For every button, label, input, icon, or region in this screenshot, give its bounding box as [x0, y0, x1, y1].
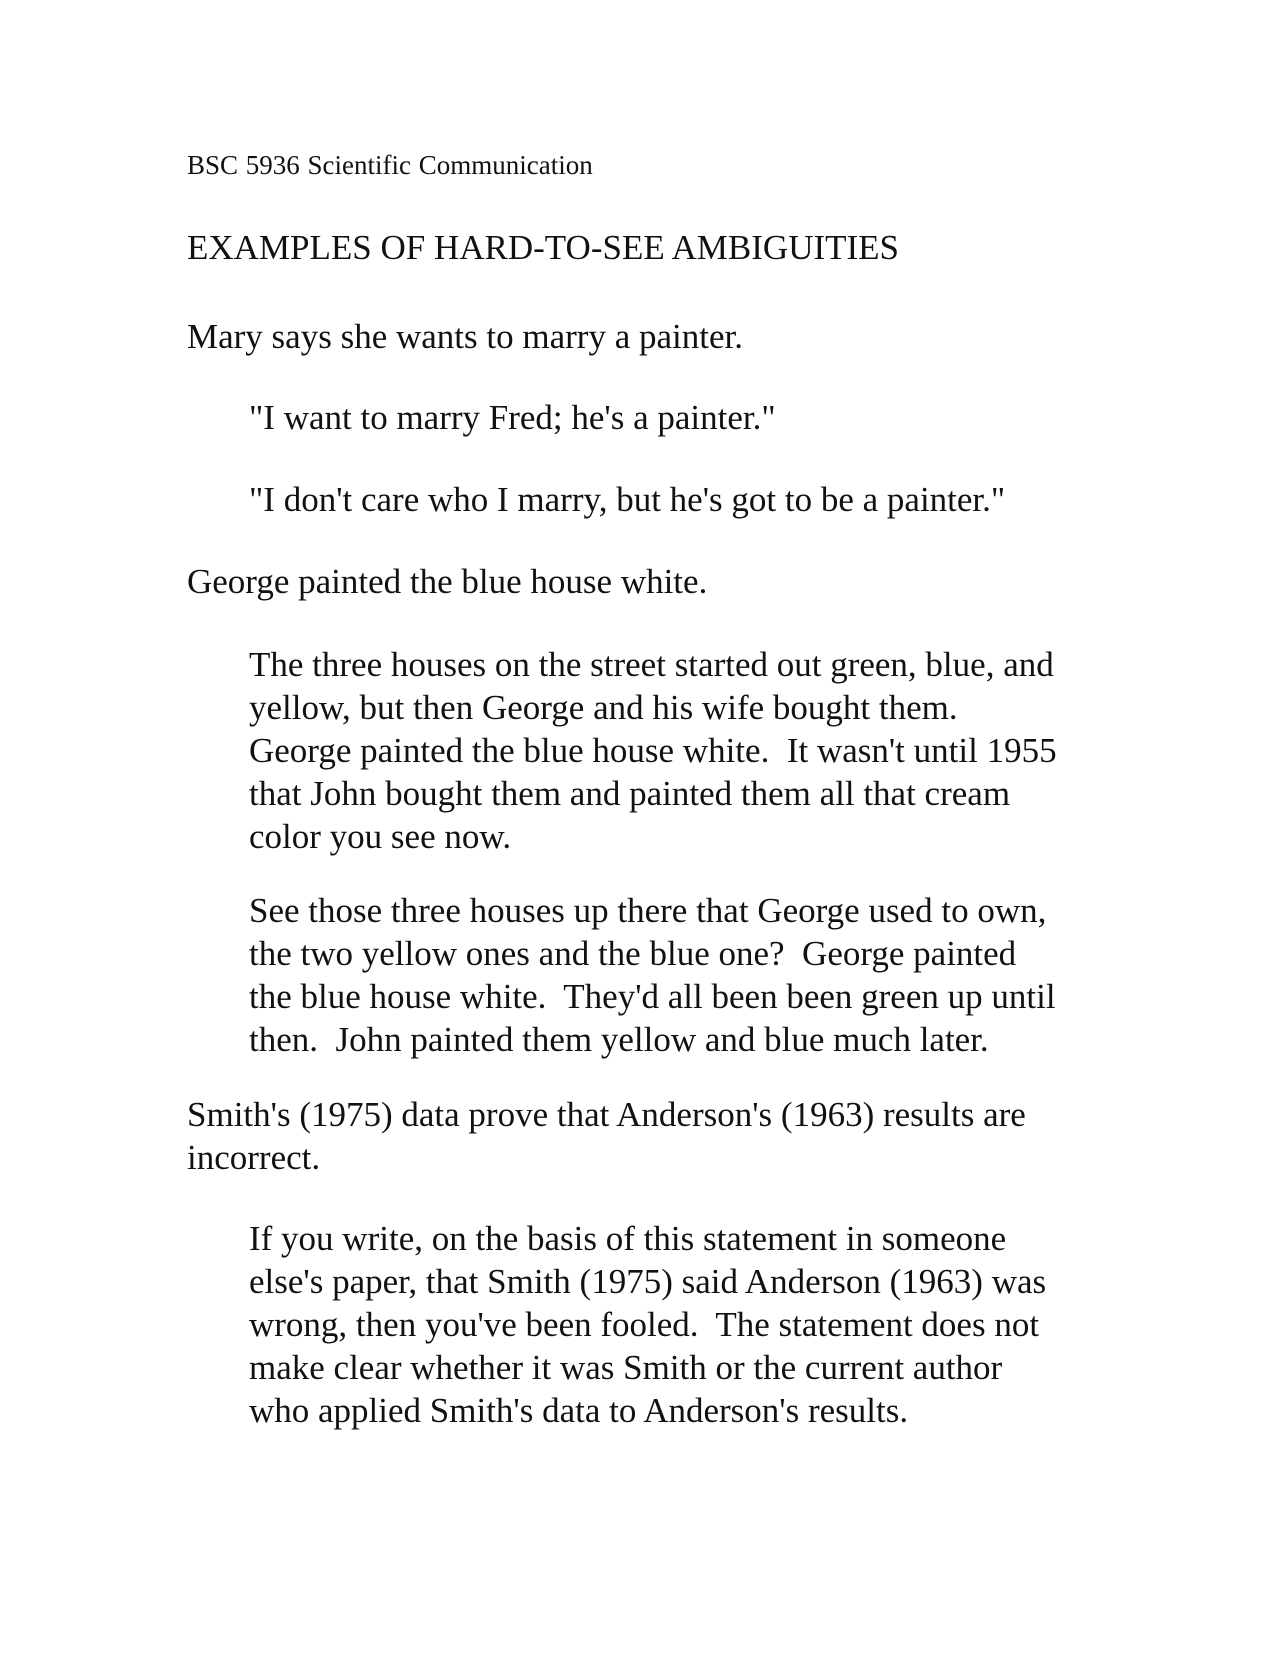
page-title: EXAMPLES OF HARD-TO-SEE AMBIGUITIES	[187, 228, 900, 267]
example-1-reading-1: "I want to marry Fred; he's a painter."	[249, 398, 776, 437]
example-2-reading-2: See those three houses up there that George used to own, the two yellow ones and the blue one? George painted the blue house white. They'd all been been green up until then. John painted them yellow and blue much later.	[249, 891, 1056, 1059]
example-3-reading-1: If you write, on the basis of this statement in someone else's paper, that Smith (1975) said Anderson (1963) was wrong, then you've been fooled. The statement does not make clear whether it was Smith or the current author who applied Smith's data to Anderson's results.	[249, 1219, 1047, 1430]
example-3-statement: Smith's (1975) data prove that Anderson's (1963) results are incorrect.	[187, 1095, 1026, 1177]
course-line: BSC 5936 Scientific Communication	[187, 150, 593, 180]
example-2-reading-1: The three houses on the street started out green, blue, and yellow, but then George and his wife bought them. George painted the blue house white. It wasn't until 1955 that John bought them and painted them all that cream color you see now.	[249, 645, 1057, 856]
example-2-statement: George painted the blue house white.	[187, 562, 708, 601]
example-1-reading-2: "I don't care who I marry, but he's got to be a painter."	[249, 480, 1006, 519]
example-1-statement: Mary says she wants to marry a painter.	[187, 317, 743, 356]
